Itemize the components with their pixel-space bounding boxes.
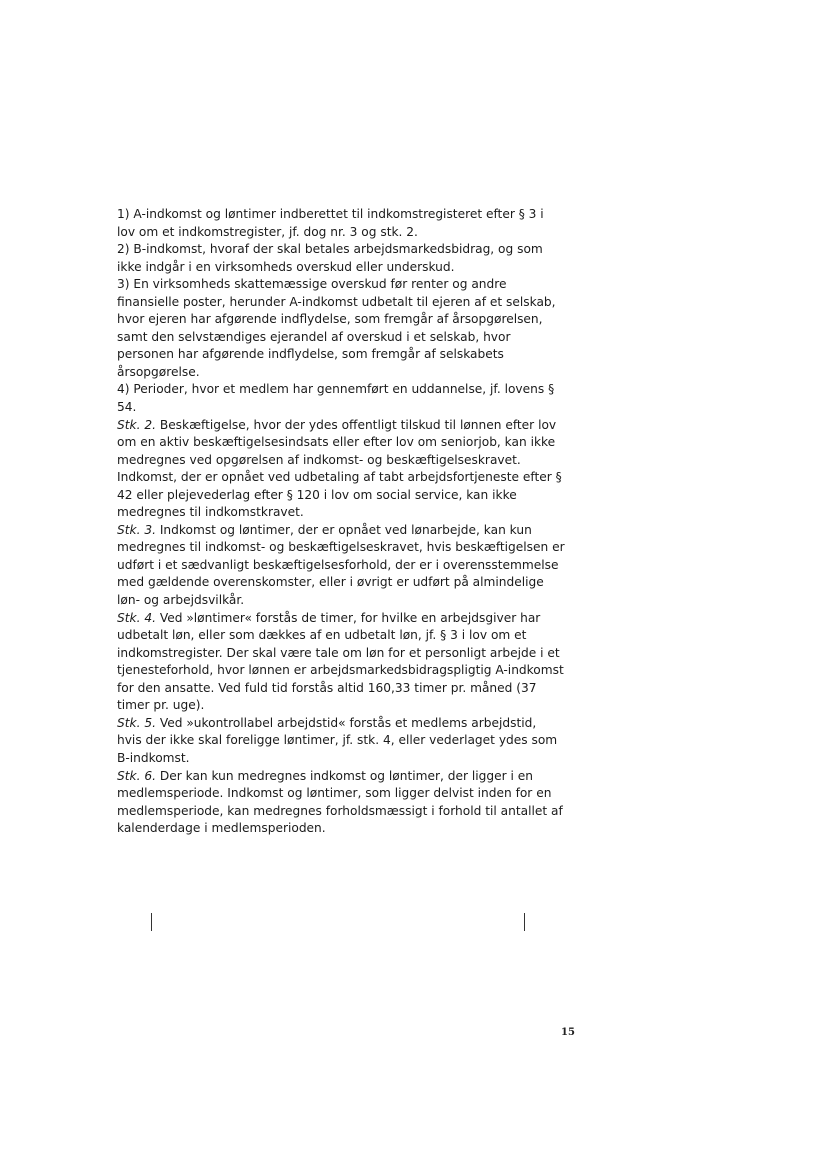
line-text: medlemsperiode, kan medregnes forholdsmæssigt i forhold til antallet af	[117, 803, 563, 818]
paragraph-line	[117, 241, 587, 259]
stk-label: Stk. 2.	[117, 417, 156, 432]
paragraph-line	[117, 785, 587, 803]
line-text: timer pr. uge).	[117, 698, 205, 713]
line-text: om en aktiv beskæftigelsesindsats eller efter lov om seniorjob, kan ikke	[117, 435, 556, 450]
line-text: kalenderdage i medlemsperioden.	[117, 821, 326, 836]
line-text: medregnes ved opgørelsen af indkomst- og beskæftigelseskravet.	[117, 452, 521, 467]
line-text: B-indkomst.	[117, 750, 190, 765]
paragraph-line-stk	[117, 715, 587, 733]
stk-label: Stk. 6.	[117, 768, 156, 783]
body-text	[117, 206, 587, 838]
line-text: medlemsperiode. Indkomst og løntimer, som ligger delvist inden for en	[117, 786, 552, 801]
line-text: for den ansatte. Ved fuld tid forstås altid 160,33 timer pr. måned (37	[117, 680, 537, 695]
line-text: medregnes til indkomst- og beskæftigelseskravet, hvis beskæftigelsen er	[117, 540, 565, 555]
paragraph-line	[117, 452, 587, 470]
line-text: 42 eller plejevederlag efter § 120 i lov om social service, kan ikke	[117, 487, 517, 502]
paragraph-line	[117, 434, 587, 452]
paragraph-line-stk	[117, 768, 587, 786]
paragraph-line	[117, 364, 587, 382]
paragraph-line	[117, 645, 587, 663]
paragraph-line	[117, 346, 587, 364]
paragraph-line	[117, 294, 587, 312]
stk-label: Stk. 5.	[117, 715, 156, 730]
line-text: samt den selvstændiges ejerandel af overskud i et selskab, hvor	[117, 329, 511, 344]
paragraph-line	[117, 487, 587, 505]
paragraph-line	[117, 504, 587, 522]
paragraph-line	[117, 381, 587, 399]
line-text: 54.	[117, 400, 137, 415]
margin-mark-left	[151, 913, 152, 931]
paragraph-line	[117, 697, 587, 715]
paragraph-line	[117, 662, 587, 680]
line-text: Indkomst, der er opnået ved udbetaling af tabt arbejdsfortjeneste efter §	[117, 470, 562, 485]
line-text: tjenesteforhold, hvor lønnen er arbejdsmarkedsbidragspligtig A-indkomst	[117, 663, 564, 678]
paragraph-line	[117, 592, 587, 610]
line-text: udført i et sædvanligt beskæftigelsesforhold, der er i overensstemmelse	[117, 557, 559, 572]
line-text: hvor ejeren har afgørende indflydelse, som fremgår af årsopgørelsen,	[117, 312, 543, 327]
line-text: hvis der ikke skal foreligge løntimer, jf. stk. 4, eller vederlaget ydes som	[117, 733, 558, 748]
paragraph-line	[117, 750, 587, 768]
line-text: 2) B-indkomst, hvoraf der skal betales arbejdsmarkedsbidrag, og som	[117, 242, 543, 257]
paragraph-line	[117, 803, 587, 821]
line-text: udbetalt løn, eller som dækkes af en udbetalt løn, jf. § 3 i lov om et	[117, 628, 527, 643]
paragraph-line-stk	[117, 417, 587, 435]
line-text: personen har afgørende indflydelse, som fremgår af selskabets	[117, 347, 504, 362]
paragraph-line	[117, 276, 587, 294]
paragraph-line	[117, 224, 587, 242]
stk-label: Stk. 4.	[117, 610, 156, 625]
line-text: medregnes til indkomstkravet.	[117, 505, 304, 520]
paragraph-line-stk	[117, 522, 587, 540]
line-text: Ved »løntimer« forstås de timer, for hvilke en arbejdsgiver har	[155, 610, 541, 625]
line-text: med gældende overenskomster, eller i øvrigt er udført på almindelige	[117, 575, 544, 590]
paragraph-line	[117, 259, 587, 277]
paragraph-line	[117, 469, 587, 487]
paragraph-line	[117, 820, 587, 838]
line-text: ikke indgår i en virksomheds overskud eller underskud.	[117, 259, 455, 274]
paragraph-line	[117, 680, 587, 698]
paragraph-line	[117, 206, 587, 224]
paragraph-line	[117, 399, 587, 417]
paragraph-line	[117, 627, 587, 645]
paragraph-line-stk	[117, 610, 587, 628]
line-text: indkomstregister. Der skal være tale om løn for et personligt arbejde i et	[117, 645, 560, 660]
line-text: Indkomst og løntimer, der er opnået ved lønarbejde, kan kun	[155, 522, 532, 537]
line-text: årsopgørelse.	[117, 364, 200, 379]
line-text: Ved »ukontrollabel arbejdstid« forstås et medlems arbejdstid,	[155, 715, 537, 730]
line-text: 3) En virksomheds skattemæssige overskud før renter og andre	[117, 277, 507, 292]
line-text: løn- og arbejdsvilkår.	[117, 593, 245, 608]
paragraph-line	[117, 329, 587, 347]
line-text: 4) Perioder, hvor et medlem har gennemført en uddannelse, jf. lovens §	[117, 382, 555, 397]
line-text: Der kan kun medregnes indkomst og løntimer, der ligger i en	[155, 768, 533, 783]
stk-label: Stk. 3.	[117, 522, 156, 537]
paragraph-line	[117, 732, 587, 750]
paragraph-line	[117, 539, 587, 557]
line-text: finansielle poster, herunder A-indkomst udbetalt til ejeren af et selskab,	[117, 294, 556, 309]
line-text: 1) A-indkomst og løntimer indberettet til indkomstregisteret efter § 3 i	[117, 207, 544, 221]
page-number: 15	[561, 1027, 575, 1038]
paragraph-line	[117, 311, 587, 329]
paragraph-line	[117, 574, 587, 592]
margin-mark-right	[524, 913, 525, 931]
line-text: Beskæftigelse, hvor der ydes offentligt tilskud til lønnen efter lov	[155, 417, 557, 432]
line-text: lov om et indkomstregister, jf. dog nr. 3 og stk. 2.	[117, 224, 418, 239]
paragraph-line	[117, 557, 587, 575]
